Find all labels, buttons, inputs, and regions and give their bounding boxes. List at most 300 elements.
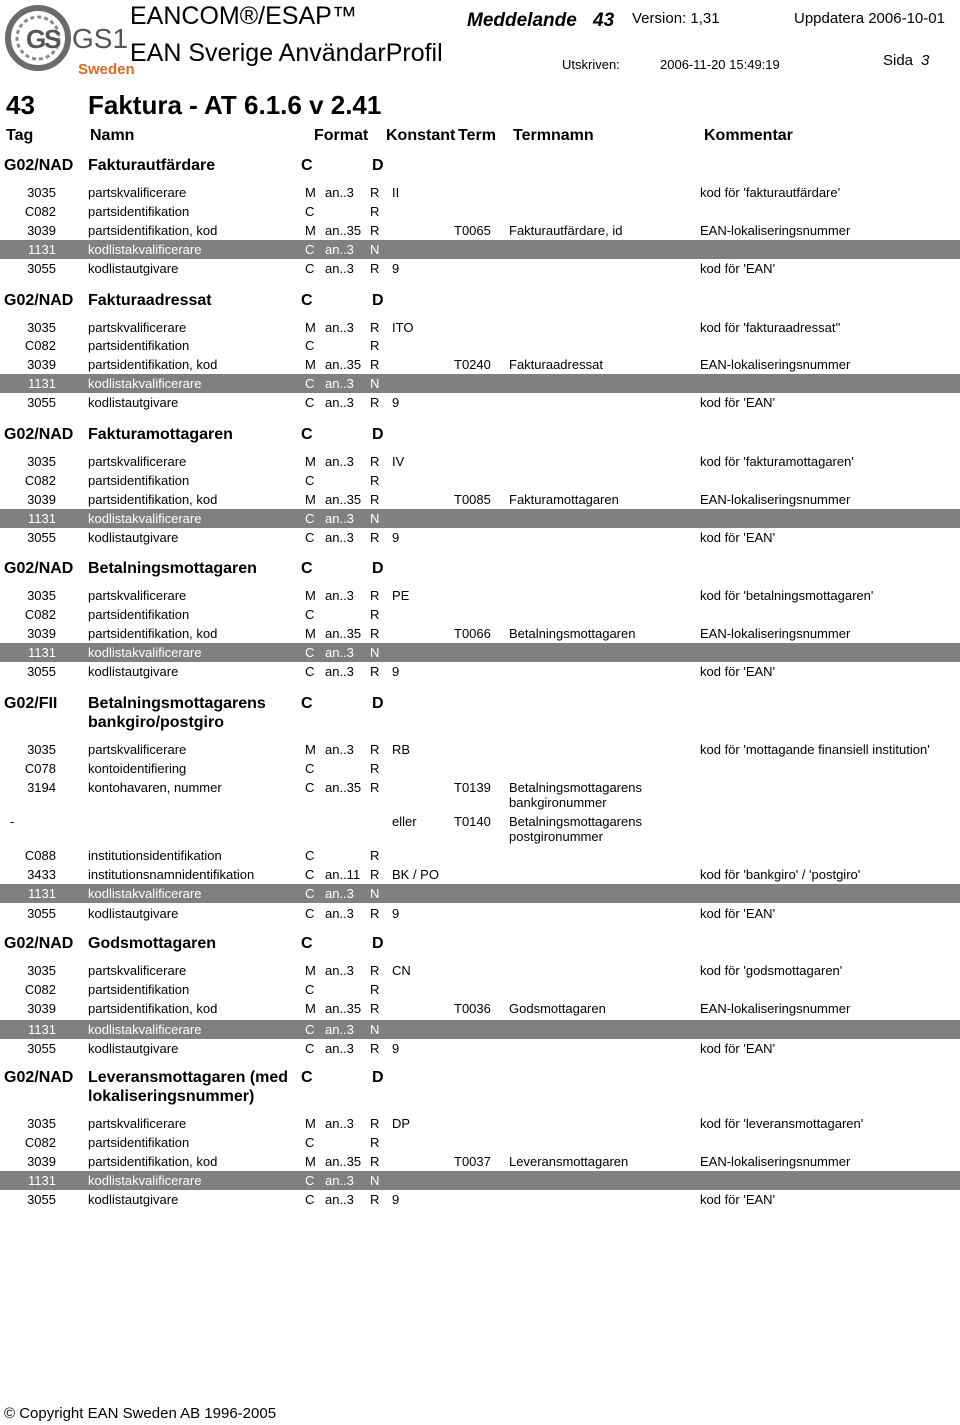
segment-tag: G02/NAD	[4, 292, 74, 309]
row-name: kontohavaren, nummer	[88, 780, 222, 795]
row-name: kodlistautgivare	[88, 395, 179, 410]
gs1-sweden-logo	[4, 4, 135, 78]
row-rep: R	[370, 1154, 380, 1169]
row-status: M	[305, 963, 316, 978]
row-status: C	[305, 761, 315, 776]
row-rep: R	[370, 204, 380, 219]
updated-text: Uppdatera 2006-10-01	[794, 10, 945, 27]
row-status: C	[305, 1192, 315, 1207]
row-constant: 9	[392, 261, 400, 276]
row-format: an..11	[325, 867, 361, 882]
row-tag: 3055	[27, 1041, 56, 1056]
row-name: kodlistakvalificerare	[88, 1022, 202, 1037]
row-tag: 3055	[27, 395, 56, 410]
row-name: kodlistakvalificerare	[88, 886, 202, 901]
row-status: M	[305, 454, 316, 469]
segment-name: Betalningsmottagaren	[88, 560, 257, 577]
row-constant: 9	[392, 530, 400, 545]
row-tag: C082	[24, 607, 56, 622]
row-tag: C082	[24, 1135, 56, 1150]
row-status: C	[305, 511, 315, 526]
table-row	[0, 202, 960, 221]
row-format: an..3	[325, 588, 354, 603]
row-format: an..35	[325, 780, 362, 795]
table-row-highlighted	[0, 884, 960, 903]
row-termname: Betalningsmottagarens	[509, 814, 642, 829]
table-row	[0, 904, 960, 923]
col-termname: Termnamn	[513, 127, 594, 144]
row-rep: N	[370, 1173, 380, 1188]
row-comment: kod för 'EAN'	[700, 1192, 776, 1207]
col-name: Namn	[90, 127, 135, 144]
page-number: 3	[921, 52, 930, 69]
row-status: C	[305, 242, 315, 257]
row-status: M	[305, 588, 316, 603]
row-comment: kod för 'EAN'	[700, 261, 776, 276]
table-row-highlighted	[0, 1171, 960, 1190]
table-row	[0, 846, 960, 865]
row-format: an..35	[325, 223, 362, 238]
row-constant: BK / PO	[392, 867, 439, 882]
row-termname: Betalningsmottagaren	[509, 626, 636, 641]
segment-rep: D	[372, 157, 384, 174]
row-term: T0036	[454, 1001, 491, 1016]
row-name: partskvalificerare	[88, 185, 187, 200]
table-row	[0, 740, 960, 759]
row-rep: N	[370, 242, 380, 257]
row-name: partskvalificerare	[88, 1116, 187, 1131]
row-comment: EAN-lokaliseringsnummer	[700, 1001, 851, 1016]
segment-status: C	[301, 1069, 313, 1086]
row-constant: II	[392, 185, 400, 200]
row-status: C	[305, 1022, 315, 1037]
row-status: C	[305, 886, 315, 901]
row-comment: kod för 'godsmottagaren'	[700, 963, 843, 978]
printed-label: Utskriven:	[562, 57, 620, 72]
row-tag: C082	[24, 204, 56, 219]
segment-rep: D	[372, 935, 384, 952]
row-name: kodlistautgivare	[88, 1041, 179, 1056]
row-comment: kod för 'betalningsmottagaren'	[700, 588, 874, 603]
row-rep: N	[370, 886, 380, 901]
row-comment: EAN-lokaliseringsnummer	[700, 223, 851, 238]
row-name: partskvalificerare	[88, 588, 187, 603]
table-row	[0, 259, 960, 278]
row-format: an..3	[325, 454, 354, 469]
table-row	[0, 1133, 960, 1152]
row-status: M	[305, 1154, 316, 1169]
message-label: Meddelande	[467, 10, 577, 31]
row-name: partsidentifikation	[88, 204, 190, 219]
row-termname: Fakturautfärdare, id	[509, 223, 623, 238]
row-name: kodlistakvalificerare	[88, 511, 202, 526]
row-status: C	[305, 395, 315, 410]
segment-rep: D	[372, 426, 384, 443]
row-status: C	[305, 1173, 315, 1188]
row-rep: R	[370, 530, 380, 545]
row-rep: R	[370, 588, 380, 603]
row-tag: 3035	[27, 588, 56, 603]
table-row	[0, 490, 960, 509]
row-constant: 9	[392, 1041, 400, 1056]
row-status: C	[305, 1041, 315, 1056]
row-name: partsidentifikation	[88, 982, 190, 997]
row-rep: R	[370, 742, 380, 757]
row-status: C	[305, 664, 315, 679]
row-name: partsidentifikation	[88, 1135, 190, 1150]
row-term: T0240	[454, 357, 491, 372]
row-rep: R	[370, 761, 380, 776]
row-rep: R	[370, 357, 380, 372]
doc-number: 43	[6, 90, 35, 120]
segment-name: Fakturautfärdare	[88, 157, 216, 174]
row-tag: 3194	[27, 780, 56, 795]
row-tag: 3055	[27, 261, 56, 276]
row-format: an..3	[325, 261, 354, 276]
row-rep: R	[370, 492, 380, 507]
row-status: C	[305, 645, 315, 660]
row-rep: R	[370, 1135, 380, 1150]
row-constant: DP	[392, 1116, 411, 1131]
segment-status: C	[301, 695, 313, 712]
segment-tag: G02/NAD	[4, 426, 74, 443]
row-name: partsidentifikation, kod	[88, 223, 218, 238]
svg-text:G: G	[26, 24, 47, 54]
row-comment: EAN-lokaliseringsnummer	[700, 626, 851, 641]
row-comment: kod för 'fakturamottagaren'	[700, 454, 854, 469]
row-rep: R	[370, 780, 380, 795]
segment-tag: G02/NAD	[4, 935, 74, 952]
row-name: kodlistakvalificerare	[88, 645, 202, 660]
row-name: partsidentifikation, kod	[88, 357, 218, 372]
table-row-highlighted	[0, 509, 960, 528]
row-format: an..35	[325, 626, 362, 641]
table-row	[0, 999, 960, 1018]
row-name: partsidentifikation, kod	[88, 1001, 218, 1016]
row-name: kodlistakvalificerare	[88, 1173, 202, 1188]
row-status: C	[305, 530, 315, 545]
row-tag: 3035	[27, 963, 56, 978]
table-row	[0, 1152, 960, 1171]
row-comment: EAN-lokaliseringsnummer	[700, 357, 851, 372]
row-status: M	[305, 1001, 316, 1016]
row-tag: 3035	[27, 185, 56, 200]
page-label: Sida	[883, 52, 914, 69]
row-tag: 3055	[27, 1192, 56, 1207]
col-term: Term	[458, 127, 496, 144]
row-format: an..3	[325, 1116, 354, 1131]
row-rep: R	[370, 185, 380, 200]
table-row	[0, 221, 960, 240]
row-tag: C082	[24, 338, 56, 353]
row-comment: kod för 'fakturaadressat''	[700, 320, 841, 335]
row-name: kodlistautgivare	[88, 261, 179, 276]
row-status: M	[305, 357, 316, 372]
row-comment: kod för 'fakturautfärdare'	[700, 185, 841, 200]
segment-name: Fakturamottagaren	[88, 426, 233, 443]
row-status: C	[305, 204, 315, 219]
row-rep: R	[370, 320, 380, 335]
table-row	[0, 865, 960, 884]
row-term: T0085	[454, 492, 491, 507]
table-row	[0, 980, 960, 999]
table-row	[0, 812, 960, 831]
row-constant: PE	[392, 588, 410, 603]
row-tag: 3433	[27, 867, 56, 882]
row-rep: R	[370, 1116, 380, 1131]
row-format: an..3	[325, 1041, 354, 1056]
row-termname: Fakturamottagaren	[509, 492, 619, 507]
row-name: kodlistakvalificerare	[88, 376, 202, 391]
table-row	[0, 586, 960, 605]
table-row	[0, 624, 960, 643]
row-name: institutionsnamnidentifikation	[88, 867, 255, 882]
row-comment: kod för 'EAN'	[700, 1041, 776, 1056]
row-format: an..3	[325, 742, 354, 757]
col-comment: Kommentar	[704, 127, 793, 144]
row-rep: R	[370, 607, 380, 622]
segment-tag: G02/FII	[4, 695, 58, 712]
row-rep: R	[370, 664, 380, 679]
row-status: C	[305, 376, 315, 391]
row-comment: kod för 'EAN'	[700, 395, 776, 410]
row-rep: N	[370, 645, 380, 660]
row-format: an..35	[325, 357, 362, 372]
table-row-highlighted	[0, 240, 960, 259]
segment-status: C	[301, 157, 313, 174]
row-name: partsidentifikation, kod	[88, 1154, 218, 1169]
logo-text: GS1	[72, 23, 129, 54]
svg-text:Sweden: Sweden	[78, 61, 135, 78]
row-constant: 9	[392, 395, 400, 410]
row-tag: C078	[24, 761, 56, 776]
row-status: C	[305, 473, 315, 488]
segment-rep: D	[372, 1069, 384, 1086]
row-format: an..3	[325, 906, 354, 921]
row-status: C	[305, 261, 315, 276]
row-rep: N	[370, 511, 380, 526]
row-status: C	[305, 867, 315, 882]
segment-tag: G02/NAD	[4, 157, 74, 174]
segment-tag: G02/NAD	[4, 1069, 74, 1086]
row-tag: 1131	[28, 376, 56, 391]
row-tag: -	[10, 814, 15, 829]
row-comment: kod för 'EAN'	[700, 664, 776, 679]
row-name: partsidentifikation	[88, 473, 190, 488]
row-comment: kod för 'mottagande finansiell institution'	[700, 742, 930, 757]
table-row	[0, 452, 960, 471]
row-status: C	[305, 607, 315, 622]
row-comment: kod för 'EAN'	[700, 530, 776, 545]
table-row-highlighted	[0, 1020, 960, 1039]
app-title: EANCOM®/ESAP™	[130, 2, 357, 30]
row-tag: 1131	[28, 886, 56, 901]
row-constant: 9	[392, 664, 400, 679]
row-status: C	[305, 780, 315, 795]
row-tag: 1131	[28, 1022, 56, 1037]
row-status: C	[305, 338, 315, 353]
table-row	[0, 318, 960, 337]
row-tag: 3035	[27, 454, 56, 469]
row-constant: CN	[392, 963, 411, 978]
version-text: Version: 1,31	[632, 10, 720, 27]
app-subtitle: EAN Sverige AnvändarProfil	[130, 39, 443, 67]
row-comment: EAN-lokaliseringsnummer	[700, 492, 851, 507]
row-format: an..3	[325, 185, 354, 200]
col-constant: Konstant	[386, 127, 456, 144]
row-tag: 3039	[27, 1001, 56, 1016]
row-tag: 1131	[28, 242, 56, 257]
segment-name: Godsmottagaren	[88, 935, 217, 952]
row-rep: R	[370, 906, 380, 921]
row-format: an..3	[325, 1192, 354, 1207]
row-comment: kod för 'EAN'	[700, 906, 776, 921]
copyright: © Copyright EAN Sweden AB 1996-2005	[4, 1405, 277, 1422]
row-tag: 3035	[27, 1116, 56, 1131]
table-row	[0, 605, 960, 624]
row-name: partskvalificerare	[88, 320, 187, 335]
row-rep: R	[370, 1001, 380, 1016]
row-status: C	[305, 1135, 315, 1150]
row-name: kodlistautgivare	[88, 906, 179, 921]
table-row-highlighted	[0, 643, 960, 662]
row-status: M	[305, 320, 316, 335]
table-row	[0, 1190, 960, 1209]
row-termname: Fakturaadressat	[509, 357, 603, 372]
row-name: partsidentifikation	[88, 607, 190, 622]
row-tag: 3055	[27, 664, 56, 679]
row-rep: R	[370, 848, 380, 863]
table-row	[0, 393, 960, 412]
row-tag: 3035	[27, 742, 56, 757]
row-format: an..35	[325, 492, 362, 507]
row-comment: EAN-lokaliseringsnummer	[700, 1154, 851, 1169]
row-status: C	[305, 982, 315, 997]
row-format: an..3	[325, 1022, 354, 1037]
row-tag: 3039	[27, 223, 56, 238]
row-format: an..3	[325, 376, 354, 391]
row-constant: 9	[392, 906, 400, 921]
row-termname: Leveransmottagaren	[509, 1154, 629, 1169]
row-format: an..3	[325, 242, 354, 257]
row-name: kodlistautgivare	[88, 530, 179, 545]
row-status: M	[305, 185, 316, 200]
row-termname-line2: bankgironummer	[509, 795, 607, 810]
row-tag: C088	[24, 848, 56, 863]
segment-name: Betalningsmottagarens	[88, 695, 266, 712]
row-tag: 1131	[28, 645, 56, 660]
row-format: an..3	[325, 963, 354, 978]
row-status: M	[305, 1116, 316, 1131]
row-format: an..3	[325, 1173, 354, 1188]
row-name: kodlistakvalificerare	[88, 242, 202, 257]
doc-title: Faktura - AT 6.1.6 v 2.41	[88, 90, 382, 120]
segment-name-line2: lokaliseringsnummer)	[88, 1088, 255, 1105]
row-format: an..3	[325, 320, 354, 335]
table-row	[0, 778, 960, 797]
row-rep: R	[370, 867, 380, 882]
row-rep: R	[370, 1041, 380, 1056]
row-rep: R	[370, 1192, 380, 1207]
row-termname: Betalningsmottagarens	[509, 780, 642, 795]
row-term: T0037	[454, 1154, 491, 1169]
row-rep: N	[370, 376, 380, 391]
row-term: T0066	[454, 626, 491, 641]
segment-rep: D	[372, 560, 384, 577]
segment-name: Leveransmottagaren (med	[88, 1069, 289, 1086]
row-constant: 9	[392, 1192, 400, 1207]
row-name: partskvalificerare	[88, 963, 187, 978]
row-term: T0139	[454, 780, 491, 795]
table-row	[0, 961, 960, 980]
row-status: C	[305, 906, 315, 921]
row-tag: 3039	[27, 1154, 56, 1169]
row-format: an..3	[325, 395, 354, 410]
row-comment: kod för 'leveransmottagaren'	[700, 1116, 864, 1131]
row-tag: 1131	[28, 511, 56, 526]
row-rep: R	[370, 626, 380, 641]
row-name: kodlistautgivare	[88, 664, 179, 679]
segment-status: C	[301, 292, 313, 309]
table-row	[0, 471, 960, 490]
row-rep: R	[370, 223, 380, 238]
segment-tag: G02/NAD	[4, 560, 74, 577]
table-row	[0, 1114, 960, 1133]
row-name: kodlistautgivare	[88, 1192, 179, 1207]
table-row	[0, 183, 960, 202]
table-row	[0, 355, 960, 374]
row-rep: R	[370, 982, 380, 997]
table-row	[0, 1039, 960, 1058]
table-row-highlighted	[0, 374, 960, 393]
row-constant: ITO	[392, 320, 414, 335]
segment-rep: D	[372, 695, 384, 712]
row-rep: R	[370, 473, 380, 488]
col-format: Format	[314, 127, 369, 144]
row-format: an..35	[325, 1001, 362, 1016]
row-rep: R	[370, 261, 380, 276]
row-rep: R	[370, 963, 380, 978]
row-format: an..3	[325, 530, 354, 545]
row-constant: RB	[392, 742, 411, 757]
table-row	[0, 336, 960, 355]
row-tag: 1131	[28, 1173, 56, 1188]
segment-status: C	[301, 426, 313, 443]
row-tag: C082	[24, 473, 56, 488]
row-format: an..3	[325, 664, 354, 679]
row-format: an..3	[325, 645, 354, 660]
row-tag: 3035	[27, 320, 56, 335]
row-status: C	[305, 848, 315, 863]
segment-name-line2: bankgiro/postgiro	[88, 714, 224, 731]
table-row	[0, 662, 960, 681]
table-row	[0, 528, 960, 547]
row-format: an..35	[325, 1154, 362, 1169]
row-termname-line2: postgironummer	[509, 829, 603, 844]
row-rep: R	[370, 454, 380, 469]
segment-rep: D	[372, 292, 384, 309]
message-number: 43	[593, 10, 615, 31]
row-tag: 3039	[27, 626, 56, 641]
row-status: M	[305, 742, 316, 757]
row-rep: N	[370, 1022, 380, 1037]
printed-value: 2006-11-20 15:49:19	[660, 57, 780, 72]
row-comment: kod för 'bankgiro' / 'postgiro'	[700, 867, 861, 882]
row-tag: 3039	[27, 357, 56, 372]
row-name: partskvalificerare	[88, 454, 187, 469]
row-format: an..3	[325, 886, 354, 901]
row-tag: 3039	[27, 492, 56, 507]
